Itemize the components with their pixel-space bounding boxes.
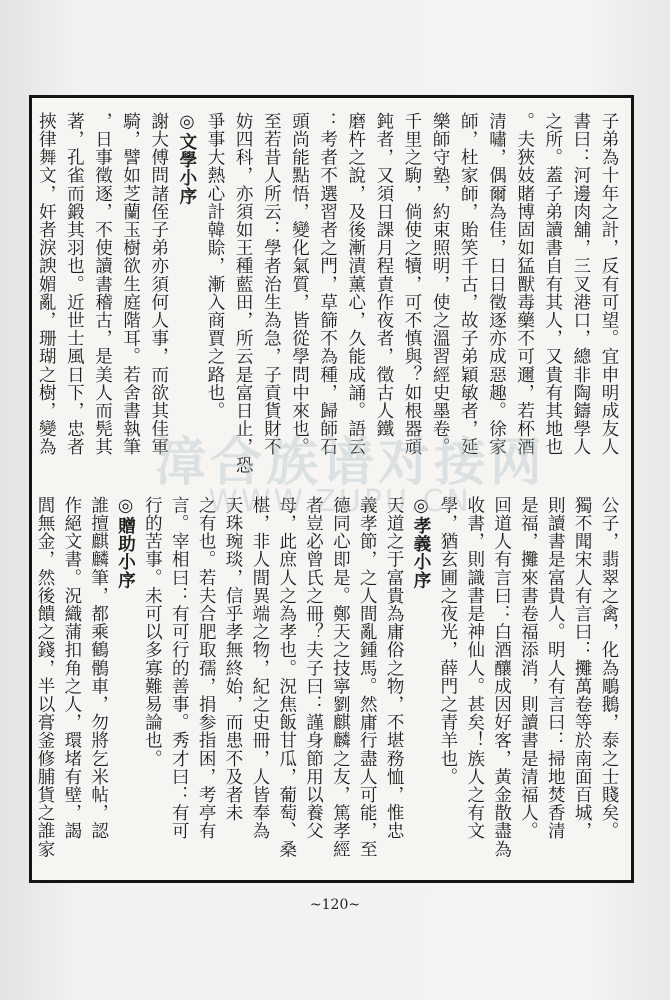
text-column: 千里之駒，倘使之犢，可不慎與？如根器頑 (402, 112, 423, 456)
text-column: 行的苦事。未可以多寡難易論也。 (142, 496, 163, 768)
text-column: 磨杵之說，及後漸漬薰心，久能成誦。語云 (345, 112, 366, 456)
text-column: 書曰：河邊肉舖，三叉港口，總非陶鑄學人 (570, 112, 591, 456)
text-frame (29, 95, 634, 883)
text-column: 謝大傅問諸侄子弟亦須何人事，而欲其佳軍 (148, 112, 169, 456)
text-column: 之所。蓋子弟讀書自有其人，又貴有其地也 (542, 112, 563, 456)
watermark-url: WWW.ZUPU.CN (208, 484, 472, 519)
text-column: 者豈必曾氏之冊？夫子曰：謹身節用以養父 (303, 496, 324, 840)
watermark-text: 漳合族谱对接网 (153, 433, 546, 493)
page-number: ~120~ (309, 897, 361, 913)
section-heading: ◎孝義小序 (410, 496, 431, 589)
text-column: 公子，翡翠之禽，化為鵰鵝，泰之士賤矣。 (599, 496, 619, 840)
text-column: 天珠琬琰，信乎孝無終始，而患不及者未 (222, 496, 243, 822)
text-column: 回道人有言曰：白酒釀成因好客，黃金散盡為 (491, 496, 512, 858)
text-column: 椹，非人間異端之物，紀之史冊，人皆奉為 (249, 496, 270, 840)
text-column: 則讀書是富貴人。明人有言曰：掃地焚香清 (545, 496, 566, 840)
text-column: 樂師守塾，約束照明，使之溫習經史墨卷。 (430, 112, 451, 456)
text-column: 母，此庶人之為孝也。況焦飯甘瓜，葡萄、桑 (276, 496, 297, 858)
text-column: 騎，譬如芝蘭玉樹欲生庭階耳。若舍書執筆 (120, 112, 141, 456)
text-column: 之有也。若夫合肥取孺，捐参指困，考亭有 (196, 496, 217, 840)
text-column: 挾律舞文，奸者淚諛媚亂，珊瑚之樹，變為 (36, 112, 57, 456)
text-column: 子弟為十年之計，反有可望。宜申明成友人 (599, 112, 619, 456)
text-column: 誰擅麒麟筆，都乘鶴鶻車，勿將乞米帖，認 (88, 496, 109, 840)
lower-text-block (32, 496, 631, 874)
text-column: 妨四科，亦須如王種藍田，所云是富日止，恐 (233, 112, 254, 474)
text-column: 德同心即是。鄭天之技寧劉麒麟之友，篤孝經 (330, 496, 351, 858)
text-column: 爭事大熱心計韓賒，漸入商賈之路也。 (205, 112, 226, 420)
text-column: 至若昔人所云：學者治生為急，子貢貨財不 (261, 112, 282, 456)
text-column: 言。宰相曰：有可行的善事。秀才曰：有可 (169, 496, 190, 840)
section-heading: ◎文學小序 (176, 112, 197, 205)
upper-text-block (32, 112, 631, 488)
text-column: 收書，則識書是神仙人。甚矣！族人之有文 (464, 496, 485, 840)
text-column: 師，杜家師，貽笑千古，故子弟穎敏者，延 (458, 112, 479, 456)
text-column: ，日事徵逐，不使讀書稽古，是美人而髡其 (92, 112, 113, 456)
text-column: 是福，攤來書卷福添消，則讀書是清福人。 (518, 496, 539, 840)
text-column: 頭尚能點悟，變化氣質，皆從學問中來也。 (289, 112, 310, 456)
text-column: 鈍者，又須日課月程責作夜者，徵古人鐵 (373, 112, 394, 438)
text-column: 義孝節，之人間亂鍾馬。然庸行盡人可能，至 (357, 496, 378, 858)
text-column: 作絕文書。況織蒲扣角之人，環堵有壁，謁 (61, 496, 82, 840)
text-column: 著，孔雀而鍛其羽也。近世士風日下，忠者 (64, 112, 85, 456)
text-column: 。夫狹妓賭博固如猛獸毒藥不可邇，若杯酒 (514, 112, 535, 456)
text-column: 天道之于富貴為庸俗之物，不堪務恤，惟忠 (384, 496, 405, 840)
text-column: 清嘯，偶爾為佳，日日徵逐亦成惡趣。徐家 (486, 112, 507, 456)
text-column: 閭無金，然後饋之錢，半以膏釜修脯貨之誰家 (34, 496, 55, 858)
text-column: 學，猶玄圃之夜光，薛門之青羊也。 (437, 496, 458, 786)
section-heading: ◎贈助小序 (115, 496, 136, 589)
text-column: ：考者不選習者之門，草篩不為種，歸師石 (317, 112, 338, 456)
text-column: 獨不聞宋人有言曰：攤萬卷等於南面百城， (572, 496, 593, 840)
